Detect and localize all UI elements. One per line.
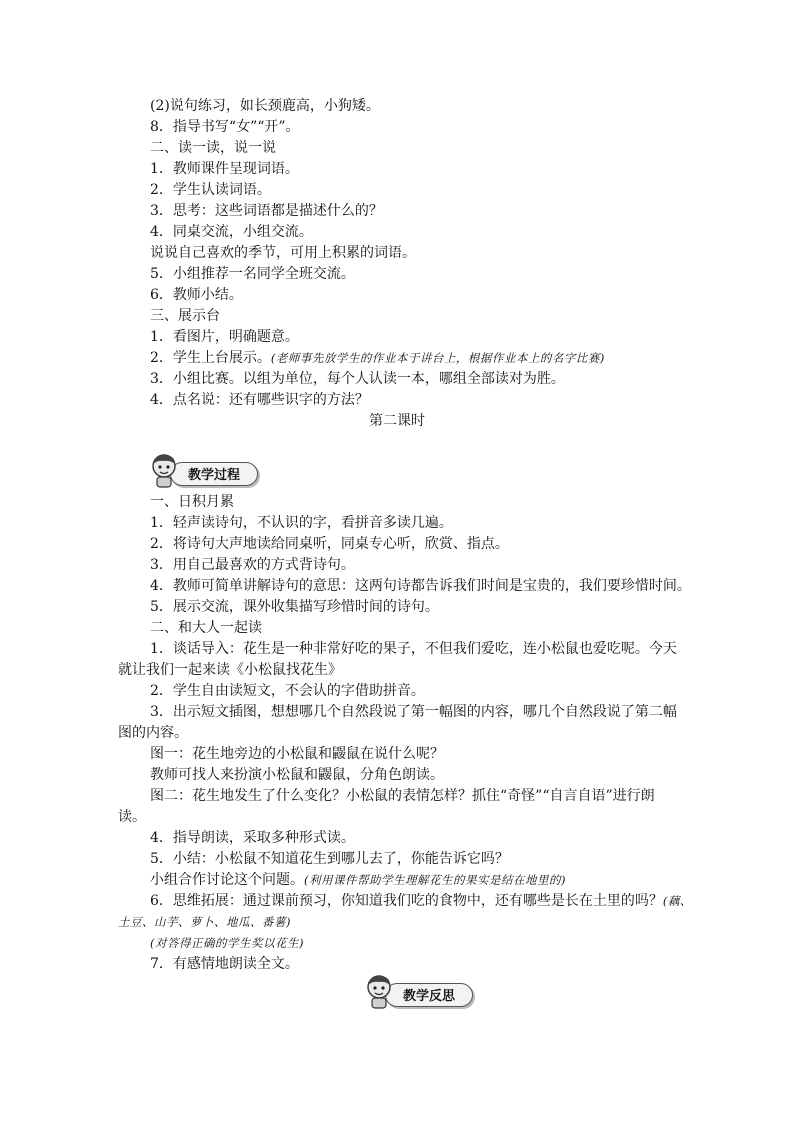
text-span: 6．思维拓展：通过课前预习，你知道我们吃的食物中，还有哪些是长在土里的吗？ (150, 893, 663, 909)
text-line: 3．思考：这些词语都是描述什么的？ (150, 203, 383, 219)
text-line: 8．指导书写“女”“开”。 (150, 119, 300, 135)
text-span: 2．学生上台展示。 (150, 350, 271, 366)
text-line: 图的内容。 (118, 725, 188, 741)
text-span: 小组合作讨论这个问题。 (150, 872, 304, 888)
section-heading: 三、展示台 (150, 308, 220, 324)
text-line: 1．谈话导入：花生是一种非常好吃的果子，不但我们爱吃，连小松鼠也爱吃呢。今天 (150, 641, 677, 657)
text-line: 3．出示短文插图，想想哪几个自然段说了第一幅图的内容，哪几个自然段说了第二幅 (150, 704, 677, 720)
text-line: 3．小组比赛。以组为单位，每个人认读一本，哪组全部读对为胜。 (150, 371, 565, 387)
text-line: 2．学生认读词语。 (150, 182, 271, 198)
text-line: 图一：花生地旁边的小松鼠和鼹鼠在说什么呢？ (150, 746, 444, 762)
text-line: 6．教师小结。 (150, 287, 243, 303)
text-line: 4．指导朗读，采取多种形式读。 (150, 830, 355, 846)
text-line: 1．轻声读诗句，不认识的字，看拼音多读几遍。 (150, 515, 453, 531)
text-line: 教师可找人来扮演小松鼠和鼹鼠，分角色朗读。 (150, 767, 444, 783)
text-line: (2)说句练习，如长颈鹿高，小狗矮。 (150, 98, 380, 114)
text-line: 3．用自己最喜欢的方式背诗句。 (150, 557, 355, 573)
reflection-badge (363, 973, 475, 1009)
text-line: 图二：花生地发生了什么变化？小松鼠的表情怎样？抓住“奇怪”“自言自语”进行朗 (150, 788, 655, 804)
section-heading: 一、日积月累 (150, 494, 234, 510)
badge-label: 教学过程 (187, 468, 240, 483)
process-badge (148, 452, 260, 488)
section-heading: 二、读一读，说一说 (150, 140, 276, 156)
text-line: 说说自己喜欢的季节，可用上积累的词语。 (150, 245, 416, 261)
note-line: 土豆、山芋、萝卜、地瓜、番薯) (118, 915, 291, 929)
text-line: 读。 (118, 809, 146, 825)
note-span: (利用课件帮助学生理解花生的果实是结在地里的) (304, 873, 566, 887)
text-line: 5．小组推荐一名同学全班交流。 (150, 266, 355, 282)
lesson-title: 第二课时 (369, 413, 425, 429)
cartoon-child-icon (363, 973, 399, 1009)
note-line: (对答得正确的学生奖以花生) (150, 936, 304, 950)
text-line: 1．看图片，明确题意。 (150, 329, 299, 345)
text-line: 1．教师课件呈现词语。 (150, 161, 299, 177)
section-heading: 二、和大人一起读 (150, 620, 262, 636)
text-line: 5．展示交流，课外收集描写珍惜时间的诗句。 (150, 599, 439, 615)
note-span: (老师事先放学生的作业本于讲台上，根据作业本上的名字比赛) (270, 351, 605, 365)
text-line: 7．有感情地朗读全文。 (150, 956, 299, 972)
badge-label: 教学反思 (402, 989, 455, 1004)
text-line (150, 891, 692, 912)
note-span: (藕、 (662, 894, 692, 908)
text-line: 4．同桌交流，小组交流。 (150, 224, 313, 240)
cartoon-child-icon (148, 452, 184, 488)
text-line: 2．学生自由读短文，不会认的字借助拼音。 (150, 683, 425, 699)
text-line (150, 348, 605, 369)
text-line: 4．教师可简单讲解诗句的意思：这两句诗都告诉我们时间是宝贵的，我们要珍惜时间。 (150, 578, 691, 594)
text-line: 就让我们一起来读《小松鼠找花生》 (118, 662, 342, 678)
text-line: 4．点名说：还有哪些识字的方法？ (150, 392, 369, 408)
text-line: 5．小结：小松鼠不知道花生到哪儿去了，你能告诉它吗？ (150, 851, 509, 867)
text-line (150, 870, 566, 891)
text-line: 2．将诗句大声地读给同桌听，同桌专心听，欣赏、指点。 (150, 536, 509, 552)
